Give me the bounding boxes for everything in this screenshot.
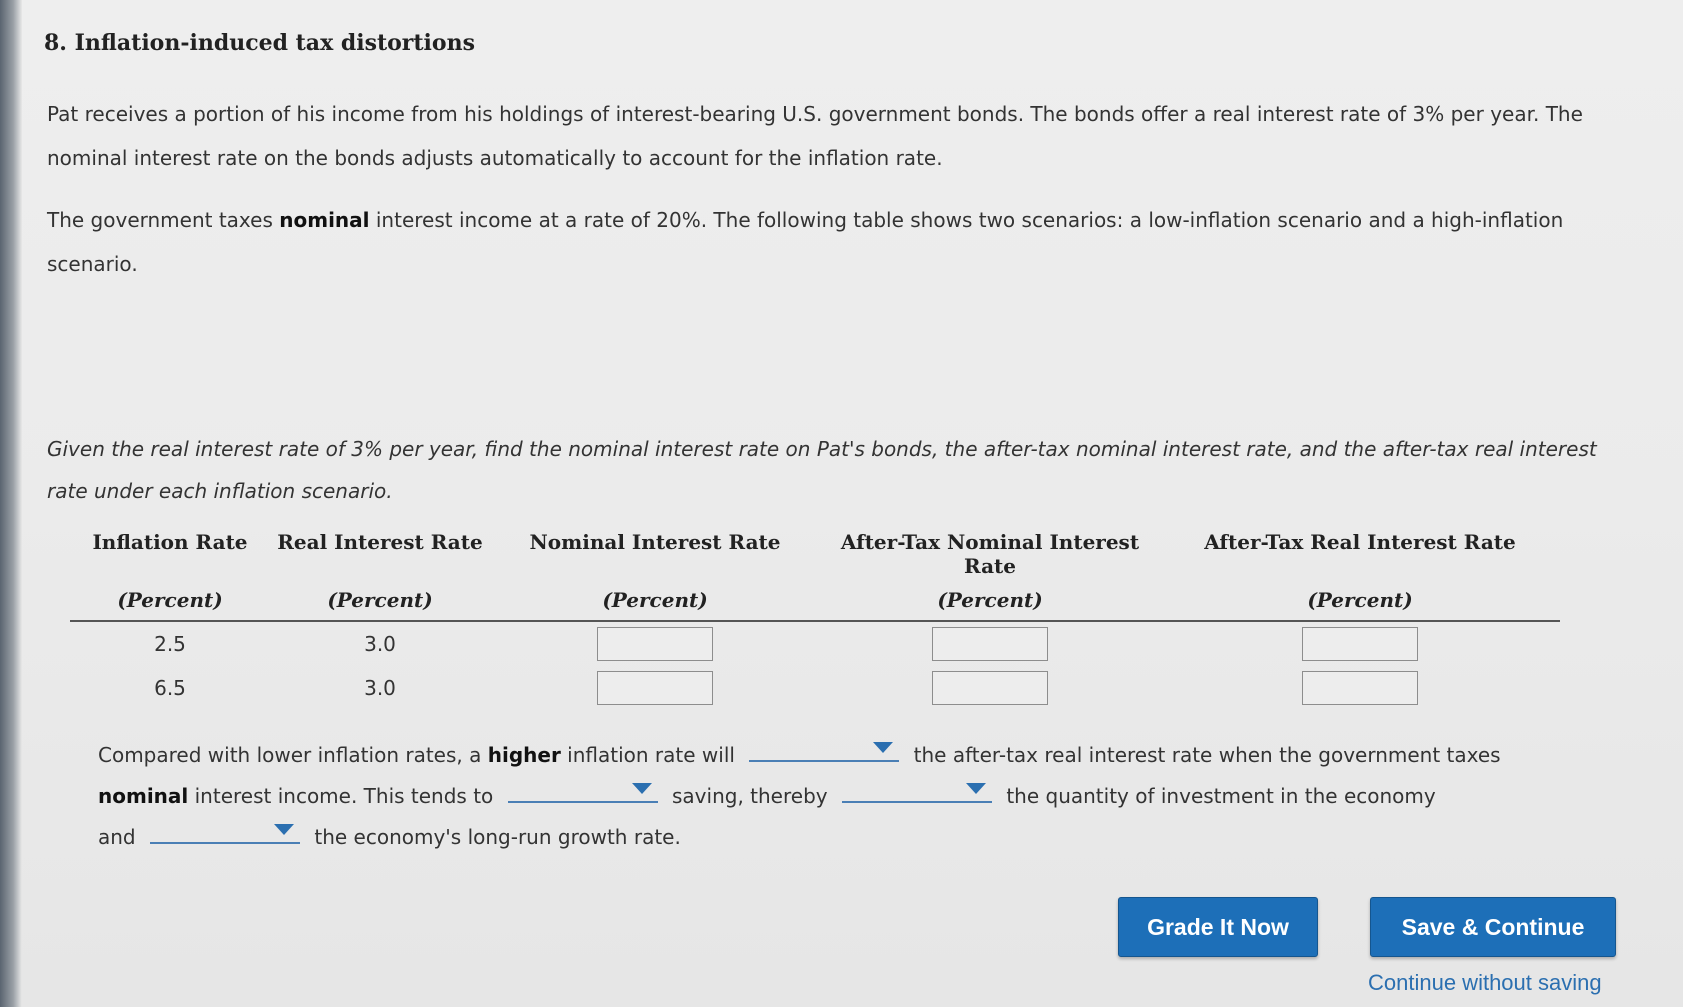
header-after-tax-real-rate: After-Tax Real Interest Rate — [1204, 530, 1516, 554]
dropdown-investment[interactable] — [842, 775, 992, 803]
unit-label: (Percent) — [327, 588, 433, 612]
after-tax-nominal-input-high[interactable] — [932, 671, 1048, 705]
header-inflation-rate: Inflation Rate — [92, 530, 248, 554]
table-header-row — [70, 530, 1560, 578]
fill-bold-higher: higher — [487, 743, 561, 767]
fill-text: saving, thereby — [672, 784, 828, 808]
after-tax-nominal-cell — [820, 671, 1160, 705]
table-row — [70, 622, 1560, 666]
fill-text: the economy's long-run growth rate. — [314, 825, 681, 849]
fill-bold-nominal: nominal — [98, 784, 189, 808]
dropdown-saving[interactable] — [508, 775, 658, 803]
after-tax-real-cell — [1160, 627, 1560, 661]
interest-rate-table — [70, 530, 1560, 710]
intro-paragraph-1: Pat receives a portion of his income from his holdings of interest-bearing U.S. government bonds. The bonds offer a real interest rate of 3% per year. The nominal interest rate on the bonds adjusts automatically to account for the inflation rate. — [47, 102, 1583, 170]
save-and-continue-button[interactable]: Save & Continue — [1370, 897, 1616, 957]
intro-p2-text-a: The government taxes — [47, 208, 280, 232]
fill-text: the after-tax real interest rate when the government taxes — [913, 743, 1501, 767]
intro-p2-text-b: interest income at a rate of 20%. The following table shows two scenarios: a low-inflation scenario and a high-inflation scenario. — [47, 208, 1564, 276]
header-after-tax-nominal-rate: After-Tax Nominal Interest Rate — [840, 530, 1140, 578]
continue-without-saving-link[interactable]: Continue without saving — [1368, 970, 1602, 995]
chevron-down-icon — [966, 783, 986, 794]
fill-text: and — [98, 825, 136, 849]
fill-in-paragraph — [98, 734, 1578, 857]
screen-edge — [0, 0, 22, 1007]
nominal-rate-cell — [490, 671, 820, 705]
after-tax-nominal-input-low[interactable] — [932, 627, 1048, 661]
question-page — [22, 0, 1683, 1007]
after-tax-nominal-cell — [820, 627, 1160, 661]
intro-paragraph-2 — [47, 198, 1627, 286]
dropdown-growth-rate[interactable] — [150, 816, 300, 844]
after-tax-real-cell — [1160, 671, 1560, 705]
nominal-rate-cell — [490, 627, 820, 661]
inflation-rate-cell: 2.5 — [154, 632, 186, 656]
unit-label: (Percent) — [937, 588, 1043, 612]
inflation-rate-cell: 6.5 — [154, 676, 186, 700]
nominal-rate-input-high[interactable] — [597, 671, 713, 705]
chevron-down-icon — [632, 783, 652, 794]
table-units-row — [70, 588, 1560, 612]
unit-label: (Percent) — [1307, 588, 1413, 612]
intro-p2-bold: nominal — [279, 208, 370, 232]
fill-text: inflation rate will — [560, 743, 735, 767]
unit-label: (Percent) — [602, 588, 708, 612]
chevron-down-icon — [274, 824, 294, 835]
grade-it-now-button[interactable]: Grade It Now — [1118, 897, 1318, 957]
unit-label: (Percent) — [117, 588, 223, 612]
real-interest-rate-cell: 3.0 — [364, 632, 396, 656]
table-row — [70, 666, 1560, 710]
nominal-rate-input-low[interactable] — [597, 627, 713, 661]
dropdown-after-tax-real-rate[interactable] — [749, 734, 899, 762]
instructions-paragraph: Given the real interest rate of 3% per year, find the nominal interest rate on Pat's bonds, the after-tax nominal interest rate, and the after-tax real interest rate under each inflation scenario. — [47, 437, 1597, 503]
chevron-down-icon — [873, 742, 893, 753]
fill-text: interest income. This tends to — [188, 784, 494, 808]
fill-text: Compared with lower inflation rates, a — [98, 743, 488, 767]
real-interest-rate-cell: 3.0 — [364, 676, 396, 700]
header-real-interest-rate: Real Interest Rate — [277, 530, 483, 554]
header-nominal-interest-rate: Nominal Interest Rate — [529, 530, 781, 554]
question-title: 8. Inflation-induced tax distortions — [44, 30, 475, 56]
fill-text: the quantity of investment in the economy — [1006, 784, 1436, 808]
after-tax-real-input-low[interactable] — [1302, 627, 1418, 661]
after-tax-real-input-high[interactable] — [1302, 671, 1418, 705]
